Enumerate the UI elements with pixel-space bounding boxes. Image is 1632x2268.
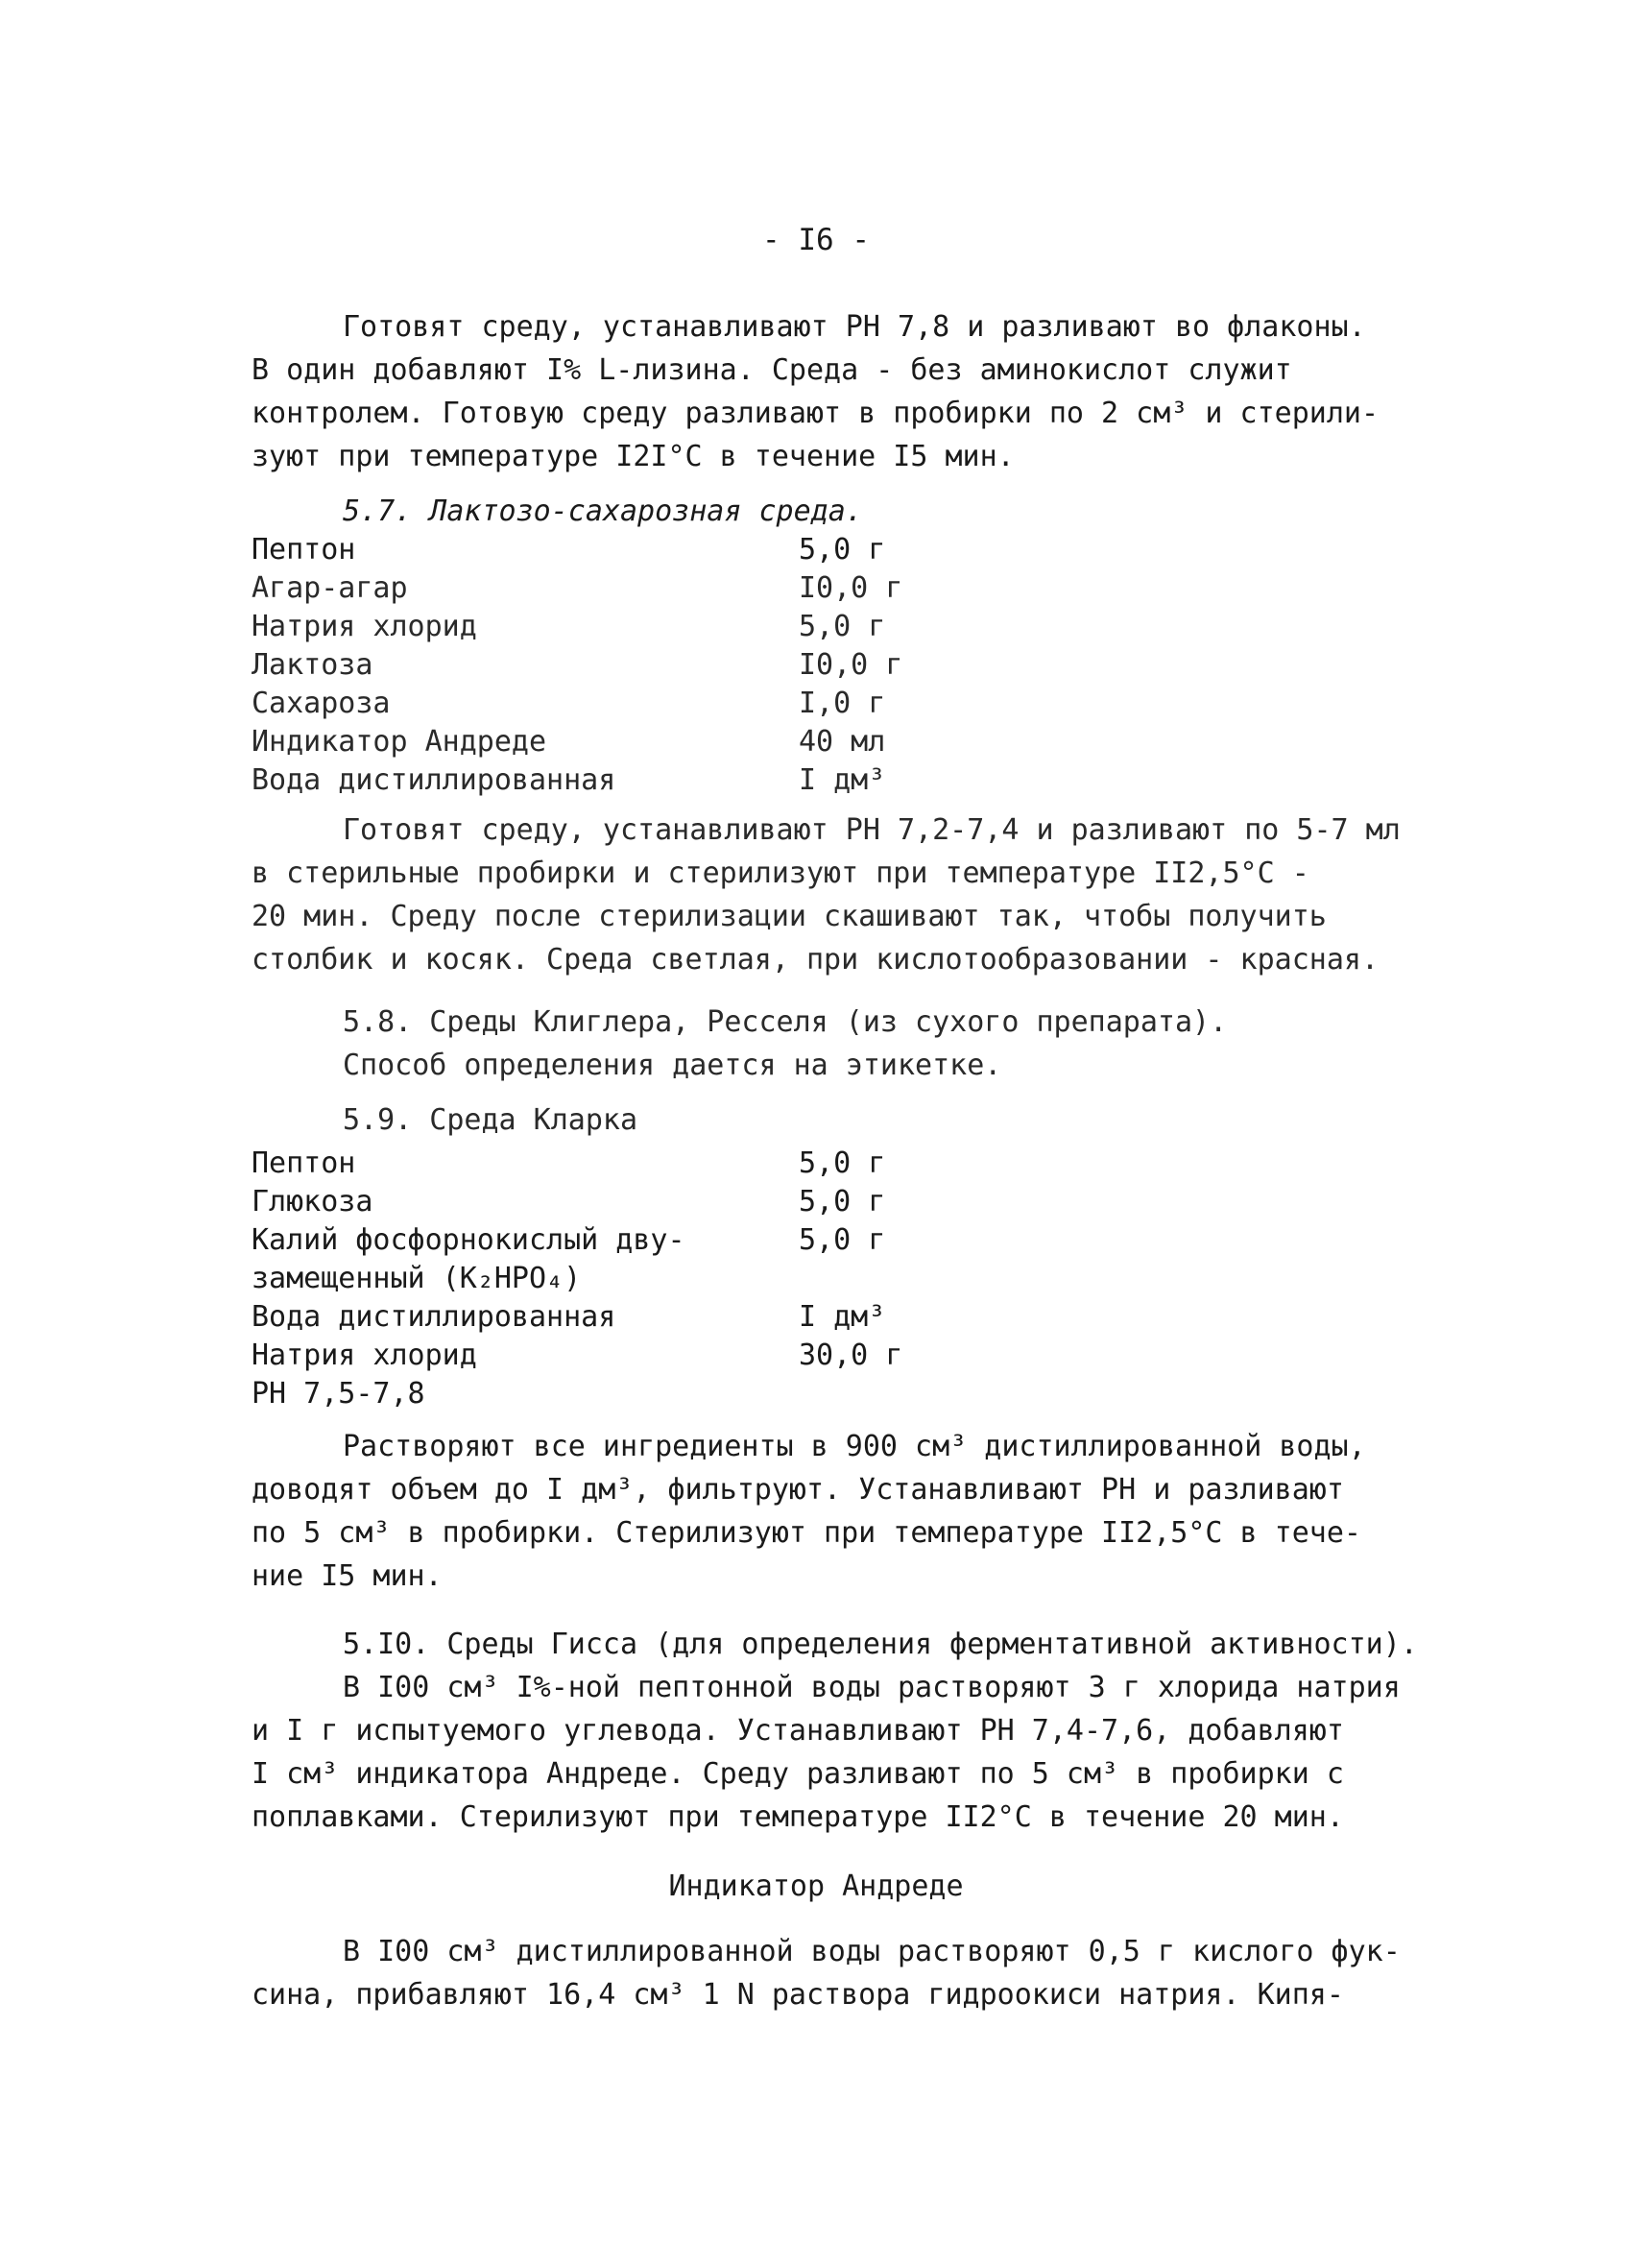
ingredient-amount: 5,0 г bbox=[799, 1223, 886, 1257]
text-line: в стерильные пробирки и стерилизуют при температуре II2,5°С - bbox=[252, 857, 1309, 890]
page-number: - I6 - bbox=[762, 223, 870, 257]
ingredient-name: Сахароза bbox=[252, 687, 391, 720]
text-line: В I00 см³ I%-ной пептонной воды растворяют 3 г хлорида натрия bbox=[343, 1671, 1401, 1704]
text-line: поплавками. Стерилизуют при температуре II2°С в течение 20 мин. bbox=[252, 1800, 1344, 1834]
text-line: сина, прибавляют 16,4 см³ 1 N раствора гидроокиси натрия. Кипя- bbox=[252, 1978, 1344, 2012]
ingredient-amount: 5,0 г bbox=[799, 1185, 886, 1218]
text-line: 20 мин. Среду после стерилизации скашивают так, чтобы получить bbox=[252, 900, 1327, 933]
text-line: В один добавляют I% L-лизина. Среда - без аминокислот служит bbox=[252, 353, 1292, 387]
ingredient-name: замещенный (K₂HPO₄) bbox=[252, 1262, 582, 1295]
ingredient-name: Вода дистиллированная bbox=[252, 1300, 616, 1334]
ingredient-row bbox=[252, 685, 1212, 723]
ingredient-row bbox=[252, 723, 1212, 761]
text-line: Способ определения дается на этикетке. bbox=[343, 1049, 1002, 1082]
text-line: и I г испытуемого углевода. Устанавливают РН 7,4-7,6, добавляют bbox=[252, 1714, 1344, 1748]
ingredient-amount: I дм³ bbox=[799, 1300, 886, 1334]
text-line: I см³ индикатора Андреде. Среду разливают по 5 см³ в пробирки с bbox=[252, 1757, 1344, 1791]
ingredient-amount: 5,0 г bbox=[799, 1146, 886, 1180]
ingredient-amount: I дм³ bbox=[799, 763, 886, 797]
section-heading: 5.I0. Среды Гисса (для определения ферментативной активности). bbox=[343, 1628, 1418, 1661]
section-5-7-text bbox=[252, 808, 1423, 981]
text-line: по 5 см³ в пробирки. Стерилизуют при температуре II2,5°С в тече- bbox=[252, 1516, 1361, 1550]
text-line: доводят объем до I дм³, фильтруют. Устанавливают РН и разливают bbox=[252, 1473, 1344, 1507]
text-line: контролем. Готовую среду разливают в пробирки по 2 см³ и стерили- bbox=[252, 397, 1379, 430]
text-line: зуют при температуре I2I°С в течение I5 мин. bbox=[252, 440, 1015, 473]
section-5-9-ingredients bbox=[252, 1145, 1212, 1413]
ingredient-name: Пептон bbox=[252, 533, 356, 567]
section-5-7-ingredients bbox=[252, 531, 1212, 800]
ingredient-name: Агар-агар bbox=[252, 571, 408, 605]
ingredient-row bbox=[252, 1145, 1212, 1183]
ingredient-amount: I,0 г bbox=[799, 687, 886, 720]
ingredient-name: РН 7,5-7,8 bbox=[252, 1377, 425, 1411]
ingredient-amount: I0,0 г bbox=[799, 571, 903, 605]
section-5-8 bbox=[252, 1001, 1423, 1087]
ingredient-name: Вода дистиллированная bbox=[252, 763, 616, 797]
ingredient-name: Пептон bbox=[252, 1146, 356, 1180]
ingredient-amount: 30,0 г bbox=[799, 1339, 903, 1372]
ingredient-row bbox=[252, 1260, 1212, 1298]
indicator-text bbox=[252, 1930, 1423, 2016]
ingredient-name: Лактоза bbox=[252, 648, 373, 682]
section-heading: 5.9. Среда Кларка bbox=[343, 1103, 638, 1137]
ingredient-name: Калий фосфорнокислый дву- bbox=[252, 1223, 685, 1257]
ingredient-row bbox=[252, 1183, 1212, 1221]
section-5-10 bbox=[252, 1623, 1423, 1839]
section-5-9-heading bbox=[252, 1098, 1423, 1142]
ingredient-row bbox=[252, 531, 1212, 569]
ingredient-amount: 40 мл bbox=[799, 725, 886, 759]
ingredient-name: Индикатор Андреде bbox=[252, 725, 547, 759]
text-line: Готовят среду, устанавливают РН 7,8 и разливают во флаконы. bbox=[343, 310, 1366, 344]
ingredient-row bbox=[252, 1375, 1212, 1413]
section-heading: 5.7. Лактозо-сахарозная среда. bbox=[343, 495, 863, 528]
text-line: Растворяют все ингредиенты в 900 см³ дистиллированной воды, bbox=[343, 1430, 1366, 1463]
text-line: В I00 см³ дистиллированной воды растворяют 0,5 г кислого фук- bbox=[343, 1935, 1401, 1968]
ingredient-row bbox=[252, 608, 1212, 646]
ingredient-row bbox=[252, 761, 1212, 800]
text-line: ние I5 мин. bbox=[252, 1559, 443, 1593]
ingredient-row bbox=[252, 1221, 1212, 1260]
ingredient-amount: 5,0 г bbox=[799, 610, 886, 643]
ingredient-row bbox=[252, 1298, 1212, 1337]
section-5-9-text bbox=[252, 1425, 1423, 1598]
text-line: Готовят среду, устанавливают РН 7,2-7,4 и разливают по 5-7 мл bbox=[343, 813, 1401, 847]
ingredient-name: Натрия хлорид bbox=[252, 1339, 477, 1372]
section-5-7-heading bbox=[252, 490, 1423, 533]
ingredient-name: Глюкоза bbox=[252, 1185, 373, 1218]
ingredient-name: Натрия хлорид bbox=[252, 610, 477, 643]
ingredient-row bbox=[252, 646, 1212, 685]
text-line: столбик и косяк. Среда светлая, при кислотообразовании - красная. bbox=[252, 943, 1379, 977]
ingredient-amount: 5,0 г bbox=[799, 533, 886, 567]
section-heading: 5.8. Среды Клиглера, Ресселя (из сухого препарата). bbox=[343, 1005, 1228, 1039]
ingredient-row bbox=[252, 569, 1212, 608]
indicator-title: Индикатор Андреде bbox=[668, 1870, 964, 1903]
paragraph-intro bbox=[252, 305, 1423, 478]
ingredient-amount: I0,0 г bbox=[799, 648, 903, 682]
ingredient-row bbox=[252, 1337, 1212, 1375]
